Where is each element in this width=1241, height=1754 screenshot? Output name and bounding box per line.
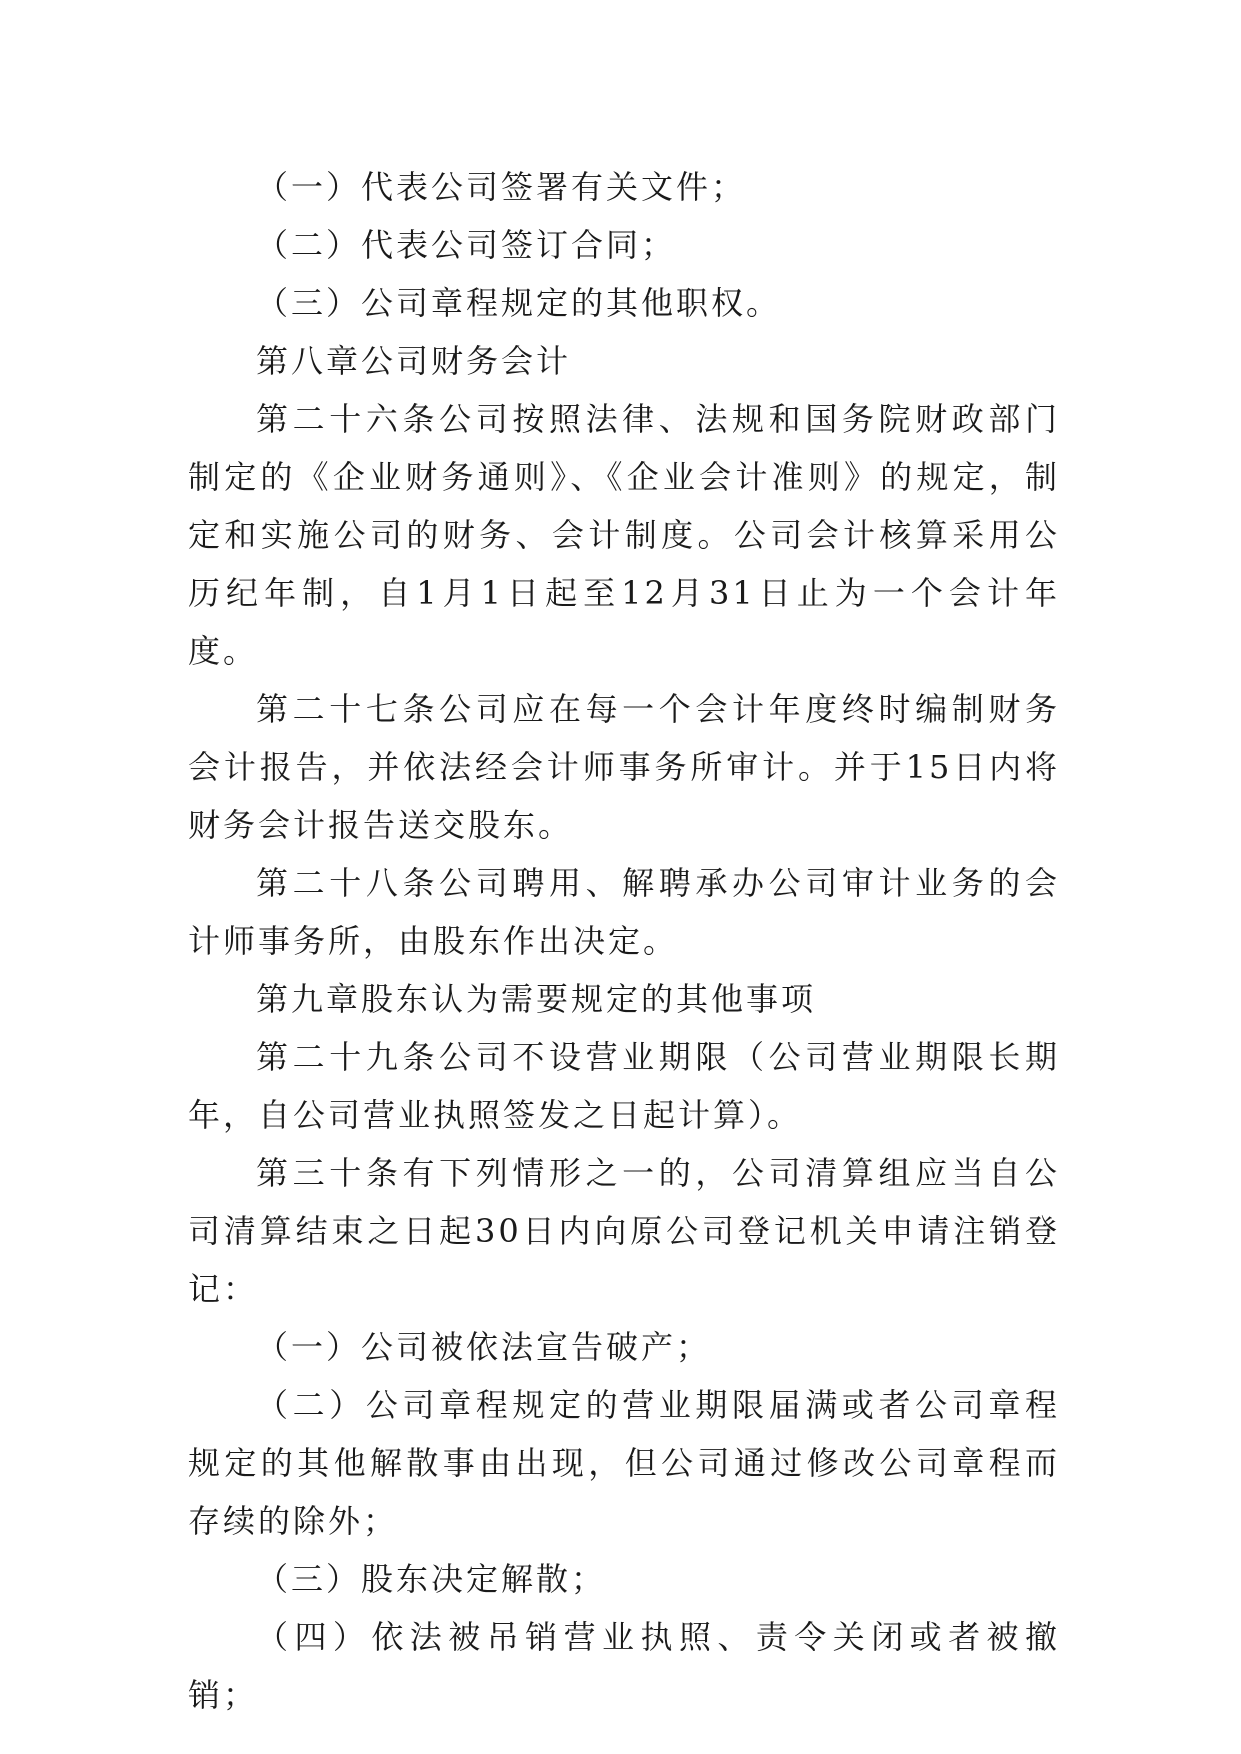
- paragraph-item-bankruptcy: （一）公司被依法宣告破产；: [256, 1328, 712, 1366]
- paragraph-item-license-revoked: （四）依法被吊销营业执照、责令关闭或者被撤销；: [188, 1618, 1060, 1714]
- article-30: 第三十条有下列情形之一的，公司清算组应当自公司清算结束之日起30日内向原公司登记机关申请注销登记：: [188, 1154, 1060, 1308]
- paragraph-item-term-expiry: （二）公司章程规定的营业期限届满或者公司章程规定的其他解散事由出现，但公司通过修改公司章程而存续的除外；: [188, 1386, 1060, 1540]
- article-29: 第二十九条公司不设营业期限（公司营业期限长期年，自公司营业执照签发之日起计算）。: [188, 1038, 1060, 1134]
- paragraph-item-sign-documents: （一）代表公司签署有关文件；: [256, 168, 747, 206]
- chapter-heading-eight: 第八章公司财务会计: [256, 342, 572, 380]
- paragraph-item-other-powers: （三）公司章程规定的其他职权。: [256, 284, 782, 322]
- article-27: 第二十七条公司应在每一个会计年度终时编制财务会计报告，并依法经会计师事务所审计。并于15日内将财务会计报告送交股东。: [188, 690, 1060, 844]
- article-28: 第二十八条公司聘用、解聘承办公司审计业务的会计师事务所，由股东作出决定。: [188, 864, 1060, 960]
- paragraph-item-shareholder-dissolution: （三）股东决定解散；: [256, 1560, 607, 1598]
- document-body: [188, 158, 1060, 1724]
- chapter-heading-nine: 第九章股东认为需要规定的其他事项: [256, 980, 817, 1018]
- paragraph-item-sign-contracts: （二）代表公司签订合同；: [256, 226, 677, 264]
- article-26: 第二十六条公司按照法律、法规和国务院财政部门制定的《企业财务通则》、《企业会计准则》的规定，制定和实施公司的财务、会计制度。公司会计核算采用公历纪年制，自1月1日起至12月31日止为一个会计年度。: [188, 400, 1060, 670]
